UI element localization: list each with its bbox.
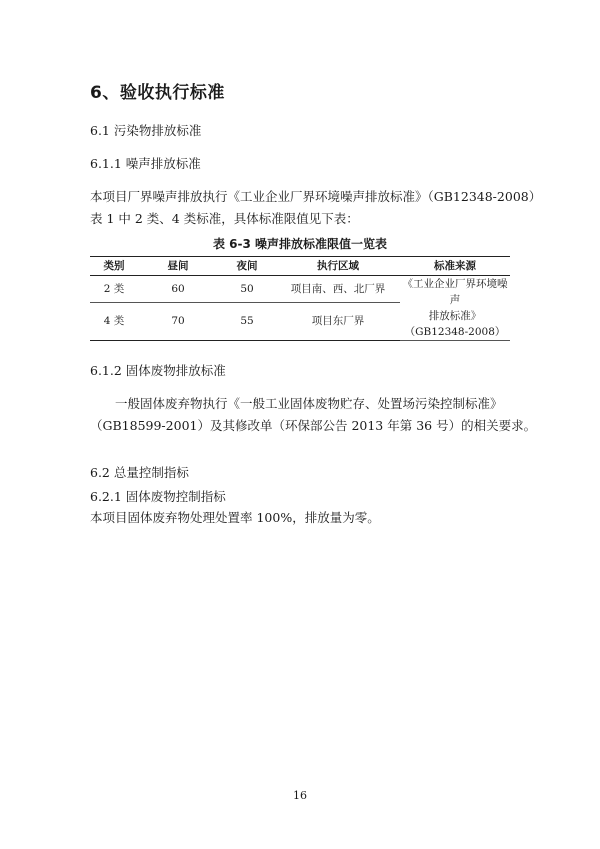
section-6-1-1-title: 6.1.1 噪声排放标准 bbox=[90, 156, 201, 171]
source-line-1: 《工业企业厂界环境噪声 bbox=[402, 278, 508, 306]
noise-paragraph-line-2: 表 1 中 2 类、4 类标准，具体标准限值见下表： bbox=[90, 211, 359, 226]
noise-paragraph-line-1: 本项目厂界噪声排放执行《工业企业厂界环境噪声排放标准》（GB12348-2008） bbox=[90, 189, 542, 204]
header-day: 昼间 bbox=[138, 257, 218, 276]
section-6-1-title: 6.1 污染物排放标准 bbox=[90, 123, 202, 138]
table-row bbox=[90, 276, 510, 303]
solid-paragraph-line-2: （GB18599-2001）及其修改单（环保部公告 2013 年第 36 号）的相关要求。 bbox=[90, 418, 537, 433]
cell-category: 2 类 bbox=[90, 276, 138, 303]
section-heading: 6、验收执行标准 bbox=[90, 83, 225, 103]
header-category: 类别 bbox=[90, 257, 138, 276]
header-source: 标准来源 bbox=[400, 257, 510, 276]
section-6-2-title: 6.2 总量控制指标 bbox=[90, 465, 189, 480]
cell-source bbox=[400, 276, 510, 341]
cell-area: 项目东厂界 bbox=[276, 302, 400, 340]
cell-day: 70 bbox=[138, 302, 218, 340]
cell-day: 60 bbox=[138, 276, 218, 303]
table-caption: 表 6-3 噪声排放标准限值一览表 bbox=[212, 237, 388, 251]
source-line-3: （GB12348-2008） bbox=[404, 326, 506, 338]
page-number: 16 bbox=[293, 789, 307, 802]
table-header-row bbox=[90, 257, 510, 276]
cell-night: 50 bbox=[218, 276, 276, 303]
cell-category: 4 类 bbox=[90, 302, 138, 340]
solid-paragraph-line-1: 一般固体废弃物执行《一般工业固体废物贮存、处置场污染控制标准》 bbox=[115, 396, 503, 411]
noise-standard-table bbox=[90, 256, 510, 341]
header-area: 执行区域 bbox=[276, 257, 400, 276]
source-line-2: 排放标准》 bbox=[428, 310, 482, 322]
total-control-paragraph: 本项目固体废弃物处理处置率 100%，排放量为零。 bbox=[90, 510, 380, 525]
cell-area: 项目南、西、北厂界 bbox=[276, 276, 400, 303]
section-6-1-2-title: 6.1.2 固体废物排放标准 bbox=[90, 363, 226, 378]
header-night: 夜间 bbox=[218, 257, 276, 276]
cell-night: 55 bbox=[218, 302, 276, 340]
section-6-2-1-title: 6.2.1 固体废物控制指标 bbox=[90, 489, 226, 504]
